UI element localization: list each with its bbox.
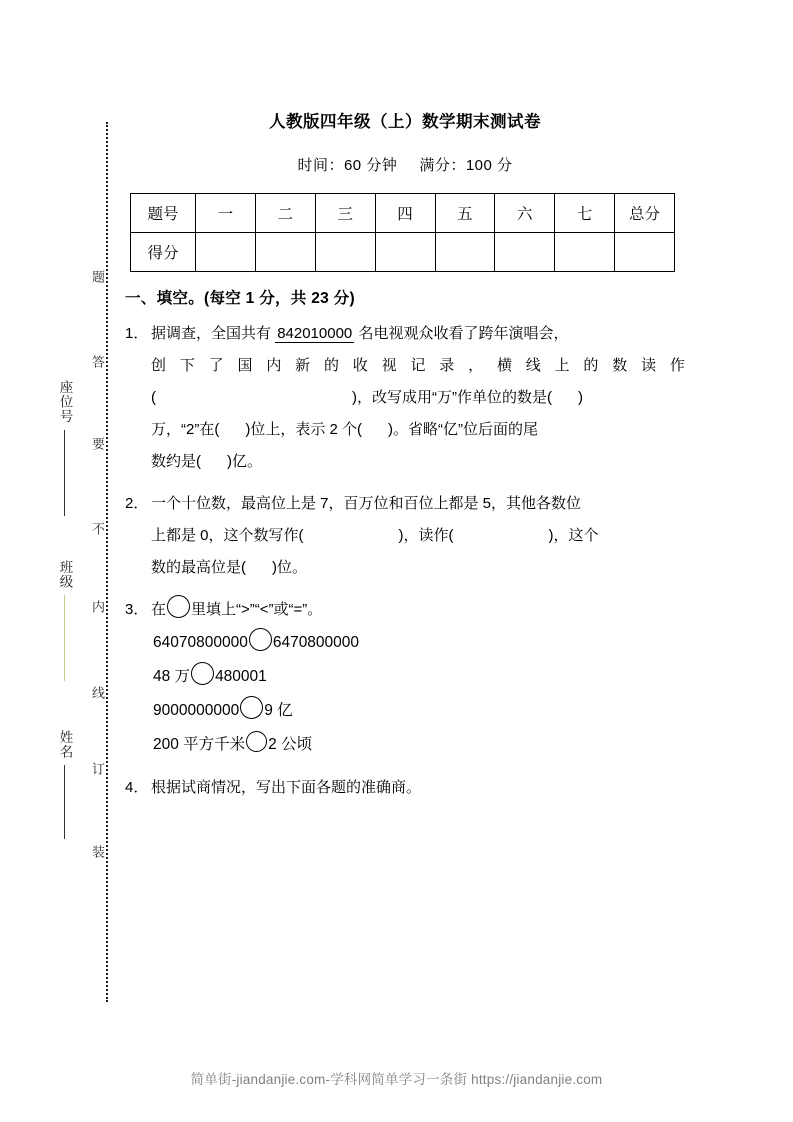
question-2 bbox=[125, 488, 685, 584]
page-title: 人教版四年级（上）数学期末测试卷 bbox=[269, 113, 541, 131]
question-1-line-5 bbox=[151, 446, 685, 478]
question-3-prompt-after: 里填上“>”“<”或“=”。 bbox=[191, 601, 323, 618]
comparison-3-right: 9 亿 bbox=[264, 702, 293, 719]
comparison-3-left: 9000000000 bbox=[153, 702, 240, 719]
question-1-text-b: 名电视观众收看了跨年演唱会， bbox=[358, 325, 569, 342]
question-1-line-4 bbox=[151, 414, 685, 446]
seal-char-7: 订 bbox=[90, 762, 105, 777]
score-table bbox=[130, 193, 675, 272]
seal-char-1: 题 bbox=[90, 270, 105, 285]
q1-c11: 录 bbox=[439, 357, 455, 374]
table-row bbox=[131, 194, 675, 233]
score-cell-total[interactable] bbox=[615, 233, 675, 272]
exam-page bbox=[125, 0, 685, 804]
comparison-4-right: 2 公顷 bbox=[268, 736, 313, 753]
footer-watermark: 简单街-jiandanjie.com-学科网简单学习一条街 https://jiandanjie.com bbox=[190, 1072, 603, 1087]
seat-number-field[interactable] bbox=[58, 380, 72, 516]
binding-dotted-line bbox=[106, 122, 108, 1002]
question-3 bbox=[125, 594, 685, 762]
q1-c7: 的 bbox=[323, 357, 339, 374]
seal-char-3: 要 bbox=[90, 437, 105, 452]
seat-number-label: 座位号 bbox=[57, 380, 73, 424]
q1-c15: 上 bbox=[554, 357, 570, 374]
question-2-text-c: )，这个 bbox=[548, 527, 599, 544]
score-table-col-7: 七 bbox=[555, 194, 615, 233]
student-name-field[interactable] bbox=[58, 730, 72, 839]
question-4 bbox=[125, 772, 685, 804]
score-table-col-4: 四 bbox=[375, 194, 435, 233]
score-table-col-6: 六 bbox=[495, 194, 555, 233]
seal-char-5: 内 bbox=[90, 600, 105, 615]
score-table-col-2: 二 bbox=[255, 194, 315, 233]
score-table-col-3: 三 bbox=[315, 194, 375, 233]
q1-c18: 读 bbox=[641, 357, 657, 374]
question-2-number: 2． bbox=[125, 495, 149, 512]
question-3-prompt-before: 在 bbox=[151, 601, 167, 618]
question-1-line-3 bbox=[151, 382, 685, 414]
score-table-col-total: 总分 bbox=[615, 194, 675, 233]
score-cell-4[interactable] bbox=[375, 233, 435, 272]
score-table-col-1: 一 bbox=[196, 194, 256, 233]
student-name-rule bbox=[64, 765, 66, 839]
question-1-text-e: 万，“2”在( bbox=[151, 421, 220, 438]
comparison-2-left: 48 万 bbox=[153, 668, 191, 685]
question-1-line-1 bbox=[151, 318, 685, 350]
question-1-number: 1． bbox=[125, 325, 149, 342]
question-3-number: 3． bbox=[125, 601, 149, 618]
score-cell-6[interactable] bbox=[495, 233, 555, 272]
question-2-line-1: 一个十位数，最高位上是 7，百万位和百位上都是 5，其他各数位 bbox=[151, 495, 582, 512]
binding-margin bbox=[0, 0, 125, 1122]
question-1-underlined-number: 842010000 bbox=[277, 325, 353, 342]
question-2-line-2 bbox=[151, 520, 685, 552]
question-1-text-f: )位上，表示 2 个( bbox=[245, 421, 362, 438]
comparison-row-4 bbox=[151, 728, 685, 762]
q1-c12: ， bbox=[468, 357, 484, 374]
score-table-row-label-question: 题号 bbox=[131, 194, 196, 233]
q1-c4: 国 bbox=[237, 357, 253, 374]
score-cell-3[interactable] bbox=[315, 233, 375, 272]
comparison-circle-icon[interactable] bbox=[249, 628, 272, 651]
question-2-text-b: )，读作( bbox=[398, 527, 454, 544]
exam-total-score: 满分：100 分 bbox=[419, 157, 513, 174]
comparison-1-left: 64070800000 bbox=[153, 634, 248, 651]
comparison-row-2 bbox=[151, 660, 685, 694]
q1-c2: 下 bbox=[179, 357, 195, 374]
exam-meta bbox=[125, 154, 685, 175]
seat-number-rule bbox=[64, 430, 66, 516]
comparison-2-right: 480001 bbox=[215, 668, 267, 685]
comparison-row-1 bbox=[151, 626, 685, 660]
q1-c5: 内 bbox=[266, 357, 282, 374]
comparison-row-3 bbox=[151, 694, 685, 728]
question-1-text-h: 数约是( bbox=[151, 453, 201, 470]
question-1-line-2 bbox=[151, 350, 685, 382]
question-1-text-g: )。省略“亿”位后面的尾 bbox=[388, 421, 538, 438]
q1-c19: 作 bbox=[669, 357, 685, 374]
comparison-circle-icon[interactable] bbox=[167, 595, 190, 618]
score-table-row-label-score: 得分 bbox=[131, 233, 196, 272]
seal-char-8: 装 bbox=[90, 845, 105, 860]
q1-c3: 了 bbox=[208, 357, 224, 374]
comparison-circle-icon[interactable] bbox=[191, 662, 214, 685]
seal-char-4: 不 bbox=[90, 522, 105, 537]
question-1-blank-1[interactable]: ( bbox=[151, 389, 156, 406]
seal-char-6: 线 bbox=[90, 686, 105, 701]
question-2-text-e: )位。 bbox=[272, 559, 307, 576]
exam-duration: 时间：60 分钟 bbox=[297, 157, 398, 174]
q1-c13: 横 bbox=[496, 357, 512, 374]
class-field[interactable] bbox=[58, 560, 72, 681]
section-heading-1: 一、填空。(每空 1 分，共 23 分) bbox=[125, 290, 355, 307]
question-1-text-i: )亿。 bbox=[227, 453, 262, 470]
question-1-blank-2-close[interactable]: ) bbox=[577, 389, 583, 406]
seal-char-2: 答 bbox=[90, 355, 105, 370]
question-1 bbox=[125, 318, 685, 478]
question-4-line-1: 根据试商情况，写出下面各题的准确商。 bbox=[151, 779, 422, 796]
comparison-4-left: 200 平方千米 bbox=[153, 736, 246, 753]
score-cell-5[interactable] bbox=[435, 233, 495, 272]
comparison-circle-icon[interactable] bbox=[246, 731, 267, 752]
q1-c6: 新 bbox=[295, 357, 311, 374]
question-1-text-a: 据调查，全国共有 bbox=[151, 325, 272, 342]
q1-c14: 线 bbox=[525, 357, 541, 374]
score-cell-1[interactable] bbox=[196, 233, 256, 272]
score-cell-7[interactable] bbox=[555, 233, 615, 272]
q1-c10: 记 bbox=[410, 357, 426, 374]
question-4-number: 4． bbox=[125, 779, 149, 796]
table-row bbox=[131, 233, 675, 272]
q1-c17: 数 bbox=[612, 357, 628, 374]
comparison-circle-icon[interactable] bbox=[240, 696, 263, 719]
question-3-prompt bbox=[151, 594, 685, 626]
class-label: 班级 bbox=[57, 560, 73, 589]
q1-c8: 收 bbox=[352, 357, 368, 374]
q1-c16: 的 bbox=[583, 357, 599, 374]
score-cell-2[interactable] bbox=[255, 233, 315, 272]
class-rule bbox=[64, 595, 66, 681]
question-2-text-a: 上都是 0，这个数写作( bbox=[151, 527, 304, 544]
question-1-text-c: 创 bbox=[151, 357, 167, 374]
student-name-label: 姓名 bbox=[57, 730, 73, 759]
comparison-1-right: 6470800000 bbox=[272, 634, 360, 651]
question-1-text-d: )，改写成用“万”作单位的数是( bbox=[352, 389, 552, 406]
score-table-col-5: 五 bbox=[435, 194, 495, 233]
question-2-text-d: 数的最高位是( bbox=[151, 559, 246, 576]
question-2-line-3 bbox=[151, 552, 685, 584]
q1-c9: 视 bbox=[381, 357, 397, 374]
